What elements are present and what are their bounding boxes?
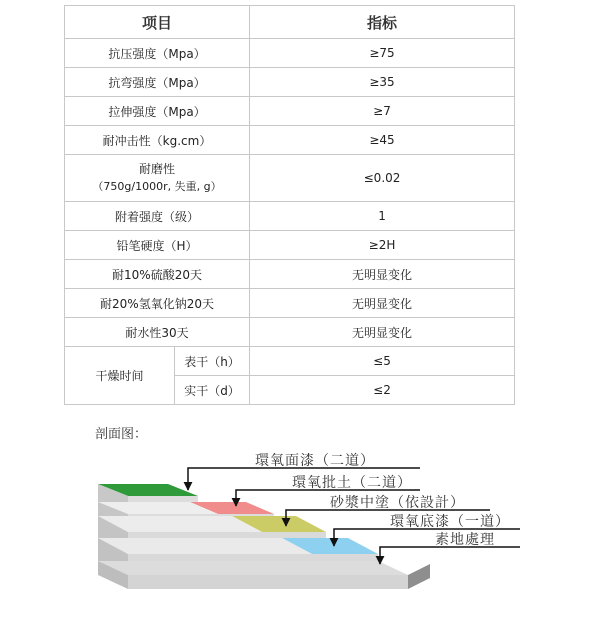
row-item: 拉伸强度（Mpa） (65, 97, 250, 126)
table-row (65, 289, 515, 318)
table-row (65, 97, 515, 126)
row-item: 耐冲击性（kg.cm） (65, 126, 250, 155)
header-item: 项目 (65, 6, 250, 39)
row-item-sub: （750g/1000r, 失重, g） (92, 180, 222, 193)
table-header-row (65, 6, 515, 39)
layer-primer-top (98, 538, 312, 554)
row-item: 抗压强度（Mpa） (65, 39, 250, 68)
label-substrate: 素地處理 (435, 532, 495, 548)
label-putty: 環氧批土（二道） (292, 475, 412, 491)
drying-surface-value: ≤5 (250, 347, 515, 376)
row-item: 附着强度（级） (65, 202, 250, 231)
row-value: ≥45 (250, 126, 515, 155)
layer-primer-face (128, 554, 378, 561)
leader-line-substrate (380, 547, 520, 564)
drying-hard-label: 实干（d） (175, 376, 250, 405)
row-item: 铅笔硬度（H） (65, 231, 250, 260)
row-value: ≥2H (250, 231, 515, 260)
layer-topcoat-face (128, 496, 198, 502)
section-caption: 剖面图： (95, 427, 148, 442)
drying-surface-label: 表干（h） (175, 347, 250, 376)
table-row (65, 39, 515, 68)
row-value: ≥35 (250, 68, 515, 97)
table-row (65, 126, 515, 155)
table-row (65, 231, 515, 260)
label-mortar: 砂漿中塗（依設計） (330, 495, 465, 511)
row-value: 无明显变化 (250, 260, 515, 289)
row-value: 无明显变化 (250, 289, 515, 318)
row-value: ≤0.02 (250, 155, 515, 202)
layer-mortar-face (128, 532, 326, 538)
row-value: 1 (250, 202, 515, 231)
table-row (65, 155, 515, 202)
spec-table (64, 5, 515, 405)
label-topcoat: 環氧面漆（二道） (255, 453, 375, 469)
row-value: ≥7 (250, 97, 515, 126)
drying-label: 干燥时间 (65, 347, 175, 405)
header-index: 指标 (250, 6, 515, 39)
table-row (65, 68, 515, 97)
table-row (65, 260, 515, 289)
cross-section-diagram (90, 440, 530, 595)
row-item: 抗弯强度（Mpa） (65, 68, 250, 97)
layer-putty-face (128, 514, 274, 516)
row-value: 无明显变化 (250, 318, 515, 347)
layer-substrate-top (98, 561, 408, 575)
layer-substrate-side (408, 564, 430, 589)
row-item-main: 耐磨性 (139, 162, 176, 176)
table-row (65, 347, 515, 376)
row-value: ≥75 (250, 39, 515, 68)
row-item: 耐10%硫酸20天 (65, 260, 250, 289)
layer-substrate-face (128, 575, 408, 589)
table-row (65, 202, 515, 231)
row-item: 耐20%氢氧化钠20天 (65, 289, 250, 318)
label-primer: 環氧底漆（一道） (390, 514, 510, 530)
table-row (65, 318, 515, 347)
drying-hard-value: ≤2 (250, 376, 515, 405)
row-item (65, 155, 250, 202)
row-item: 耐水性30天 (65, 318, 250, 347)
